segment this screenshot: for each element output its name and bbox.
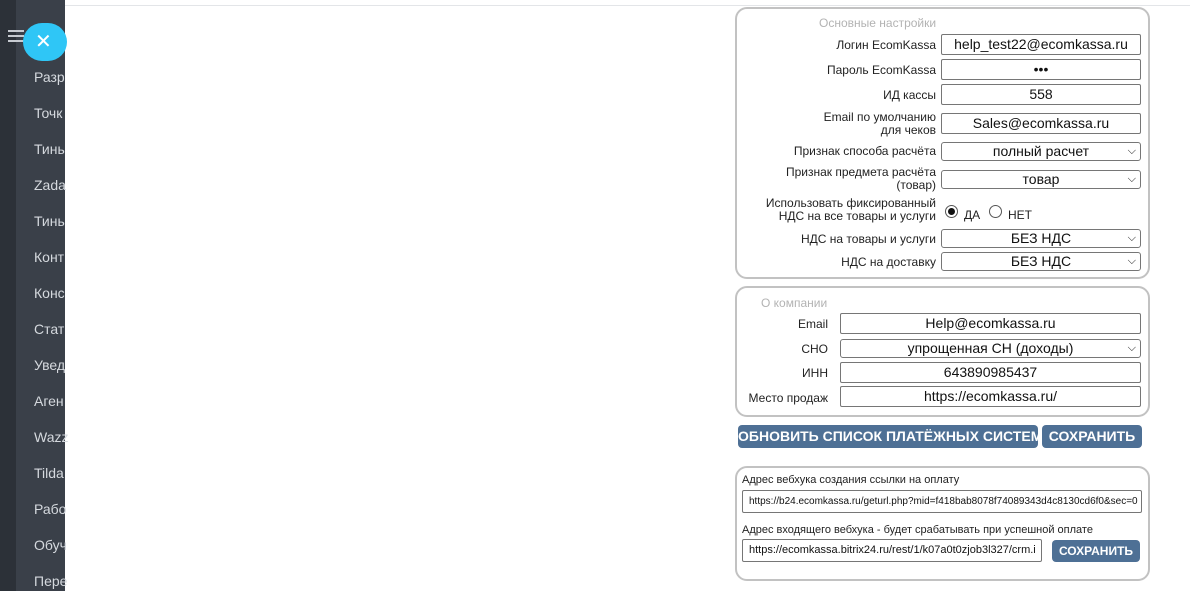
webhooks-panel <box>735 466 1150 581</box>
sno-select[interactable] <box>840 339 1141 358</box>
sidebar-item-9[interactable]: Увед <box>34 357 66 373</box>
sidebar-item-10[interactable]: Аген <box>34 393 64 409</box>
sidebar-item-3[interactable]: Тинь <box>34 141 65 157</box>
payment-subject-label-line2: (товар) <box>896 178 936 192</box>
fixed-vat-no-radio[interactable] <box>989 205 1002 218</box>
payment-subject-select[interactable] <box>941 170 1141 189</box>
vat-goods-select[interactable] <box>941 229 1141 248</box>
vat-delivery-value: БЕЗ НДС <box>1010 253 1072 269</box>
kassa-id-label: ИД кассы <box>883 88 936 102</box>
create-link-webhook-input[interactable]: https://b24.ecomkassa.ru/geturl.php?mid=f418bab8078f74089343d4c8130cd6f0&sec=0 <box>742 490 1142 513</box>
sidebar-item-7[interactable]: Конс <box>34 285 65 301</box>
chevron-down-icon: ⌵ <box>1127 145 1136 157</box>
sno-label: СНО <box>801 342 828 356</box>
sidebar-item-1[interactable]: Разр <box>34 69 65 85</box>
sidebar-item-14[interactable]: Обуч <box>34 537 67 553</box>
fixed-vat-label <box>766 197 936 223</box>
chevron-down-icon: ⌵ <box>1127 173 1136 185</box>
sidebar-item-5[interactable]: Тинь <box>34 213 65 229</box>
company-email-input[interactable]: Help@ecomkassa.ru <box>840 313 1141 334</box>
payment-subject-value: товар <box>1022 171 1060 187</box>
vat-delivery-label: НДС на доставку <box>841 255 936 269</box>
chevron-down-icon: ⌵ <box>1127 342 1136 354</box>
payment-method-value: полный расчет <box>992 143 1090 159</box>
sidebar-item-15[interactable]: Пере <box>34 573 68 589</box>
payment-subject-label-line1: Признак предмета расчёта <box>785 165 936 179</box>
chevron-down-icon: ⌵ <box>1127 255 1136 267</box>
payment-method-select[interactable] <box>941 142 1141 161</box>
refresh-payment-systems-button[interactable]: ОБНОВИТЬ СПИСОК ПЛАТЁЖНЫХ СИСТЕМ <box>738 425 1038 448</box>
vat-delivery-select[interactable] <box>941 252 1141 271</box>
default-email-label-line1: Email по умолчанию <box>823 110 936 124</box>
sno-value: упрощенная СН (доходы) <box>907 340 1074 356</box>
sidebar-item-11[interactable]: Wazz <box>34 429 69 445</box>
kassa-id-input[interactable]: 558 <box>941 84 1141 105</box>
fixed-vat-yes-radio[interactable] <box>945 205 958 218</box>
sidebar-item-8[interactable]: Стат <box>34 321 65 337</box>
payment-subject-label <box>786 166 936 192</box>
login-label: Логин EcomKassa <box>836 38 936 52</box>
fixed-vat-no-label: НЕТ <box>1008 208 1032 222</box>
incoming-webhook-label: Адрес входящего вебхука - будет срабатывать при успешной оплате <box>742 524 1093 536</box>
default-email-input[interactable]: Sales@ecomkassa.ru <box>941 113 1141 134</box>
password-input[interactable]: ••• <box>941 59 1141 80</box>
top-divider <box>65 5 1190 6</box>
place-input[interactable]: https://ecomkassa.ru/ <box>840 386 1141 407</box>
sidebar-item-4[interactable]: Zada <box>34 177 66 193</box>
create-link-webhook-label: Адрес вебхука создания ссылки на оплату <box>742 474 960 486</box>
save-webhook-button[interactable]: СОХРАНИТЬ <box>1052 540 1140 562</box>
vat-goods-label: НДС на товары и услуги <box>801 232 936 246</box>
fixed-vat-yes-label: ДА <box>964 208 981 222</box>
sidebar-item-2[interactable]: Точк <box>34 105 63 121</box>
sidebar-strip <box>0 0 16 591</box>
close-icon: ✕ <box>35 31 52 53</box>
company-title: О компании <box>761 296 828 310</box>
default-email-label <box>824 111 936 137</box>
place-label: Место продаж <box>748 391 828 405</box>
inn-input[interactable]: 643890985437 <box>840 362 1141 383</box>
main-settings-title: Основные настройки <box>819 16 937 30</box>
menu-icon[interactable] <box>8 30 24 44</box>
default-email-label-line2: для чеков <box>880 123 936 137</box>
fixed-vat-label-line2: НДС на все товары и услуги <box>778 209 936 223</box>
vat-goods-value: БЕЗ НДС <box>1010 230 1072 246</box>
login-input[interactable]: help_test22@ecomkassa.ru <box>941 34 1141 55</box>
sidebar-item-13[interactable]: Рабо <box>34 501 67 517</box>
sidebar-item-6[interactable]: Конт <box>34 249 65 265</box>
sidebar-item-12[interactable]: Tilda <box>34 465 64 481</box>
sidebar <box>0 0 69 591</box>
incoming-webhook-input[interactable]: https://ecomkassa.bitrix24.ru/rest/1/k07a0t0zjob3l327/crm.i <box>742 539 1042 562</box>
fixed-vat-label-line1: Использовать фиксированный <box>765 196 936 210</box>
main-settings-panel <box>735 7 1150 279</box>
payment-method-label: Признак способа расчёта <box>793 144 936 158</box>
password-label: Пароль EcomKassa <box>827 63 936 77</box>
chevron-down-icon: ⌵ <box>1127 232 1136 244</box>
inn-label: ИНН <box>802 366 828 380</box>
company-email-label: Email <box>797 317 828 331</box>
close-button[interactable] <box>23 23 67 61</box>
company-panel <box>735 286 1150 417</box>
save-settings-button[interactable]: СОХРАНИТЬ <box>1042 425 1142 448</box>
